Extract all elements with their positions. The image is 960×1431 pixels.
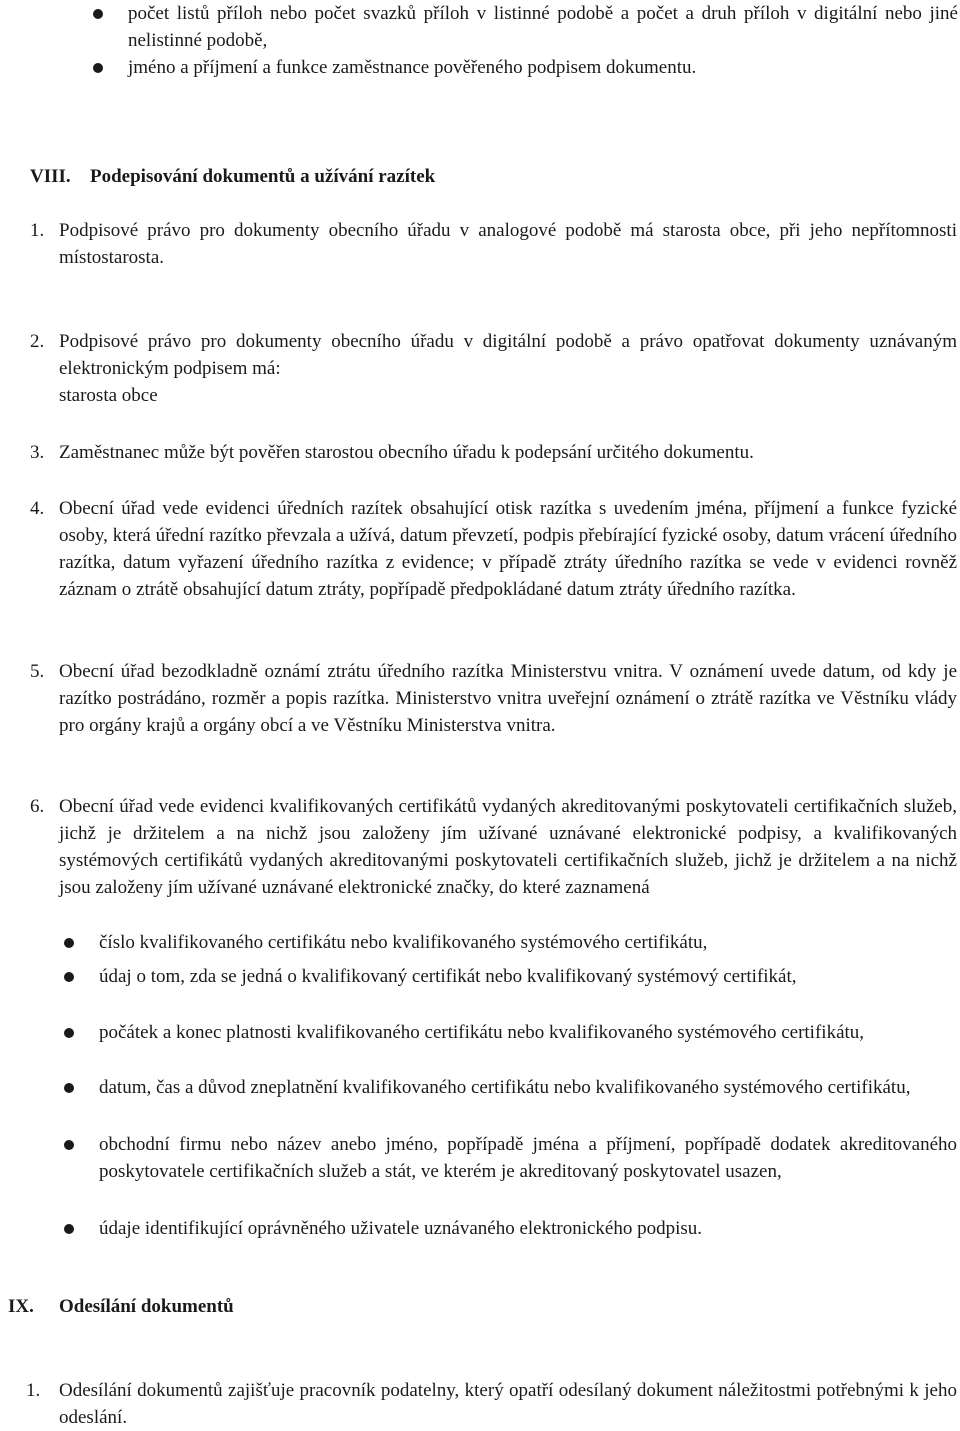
bullet-icon <box>64 1028 74 1038</box>
bullet-icon <box>64 938 74 948</box>
item-number: 5. <box>30 661 45 682</box>
section-9-title: Odesílání dokumentů <box>59 1296 234 1317</box>
paragraph-3: Zaměstnanec může být pověřen starostou obecního úřadu k podepsání určitého dokumentu. <box>59 442 754 463</box>
paragraph-4: Obecní úřad vede evidenci úředních razítek obsahující otisk razítka s uvedením jména, příjmení a funkce fyzické osoby, která úřední razítko převzala a užívá, datum převzetí, podpis přebírající fyzické osoby, datum vrácení úředního razítka, datum vyřazení úředního razítka z evidence; v případě ztráty úředního razítka se vede v evidenci rovněž záznam o ztrátě obsahující datum ztráty, popřípadě předpokládané datum ztráty úředního razítka. <box>59 498 957 600</box>
section-8-number: VIII. <box>30 166 71 187</box>
section-9-number: IX. <box>8 1296 34 1317</box>
item-number: 3. <box>30 442 45 463</box>
item6-bullet-2: údaj o tom, zda se jedná o kvalifikovaný certifikát nebo kvalifikovaný systémový certifikát, <box>99 966 797 987</box>
bullet-icon <box>64 1140 74 1150</box>
section-9-paragraph-1: Odesílání dokumentů zajišťuje pracovník podatelny, který opatří odesílaný dokument náležitostmi potřebnými k jeho odeslání. <box>59 1380 957 1428</box>
item6-bullet-6: údaje identifikující oprávněného uživatele uznávaného elektronického podpisu. <box>99 1218 703 1239</box>
item-number: 1. <box>26 1380 41 1401</box>
top-bullet-1: počet listů příloh nebo počet svazků příloh v listinné podobě a počet a druh příloh v digitální nebo jiné nelistinné podobě, <box>128 3 958 51</box>
bullet-icon <box>64 1224 74 1234</box>
paragraph-2-extra: starosta obce <box>59 385 158 406</box>
paragraph-5: Obecní úřad bezodkladně oznámí ztrátu úředního razítka Ministerstvu vnitra. V oznámení uvede datum, od kdy je razítko postrádáno, rozměr a popis razítka. Ministerstvo vnitra uveřejní oznámení o ztrátě razítka ve Věstníku vlády pro orgány krajů a orgány obcí a ve Věstníku Ministerstva vnitra. <box>59 661 957 736</box>
item-number: 4. <box>30 498 45 519</box>
bullet-icon <box>64 972 74 982</box>
item-number: 2. <box>30 331 45 352</box>
bullet-icon <box>64 1083 74 1093</box>
top-bullet-2: jméno a příjmení a funkce zaměstnance pověřeného podpisem dokumentu. <box>128 57 697 78</box>
paragraph-6: Obecní úřad vede evidenci kvalifikovaných certifikátů vydaných akreditovanými poskytovateli certifikačních služeb, jichž je držitelem a na nichž jsou založeny jím užívané uznávané elektronické podpisy, a kvalifikovaných systémových certifikátů vydaných akreditovanými poskytovateli certifikačních služeb, jichž je držitelem a na nichž jsou založeny jím užívané uznávané elektronické značky, do které zaznamená <box>59 796 957 898</box>
section-8-title: Podepisování dokumentů a užívání razítek <box>90 166 436 187</box>
bullet-icon <box>93 63 103 73</box>
item6-bullet-1: číslo kvalifikovaného certifikátu nebo kvalifikovaného systémového certifikátu, <box>99 932 708 953</box>
paragraph-2: Podpisové právo pro dokumenty obecního úřadu v digitální podobě a právo opatřovat dokumenty uznávaným elektronickým podpisem má: <box>59 331 957 379</box>
item-number: 6. <box>30 796 45 817</box>
item6-bullet-5: obchodní firmu nebo název anebo jméno, popřípadě jména a příjmení, popřípadě dodatek akreditovaného poskytovatele certifikačních služeb a stát, ve kterém je akreditovaný poskytovatel usazen, <box>99 1134 957 1182</box>
paragraph-1: Podpisové právo pro dokumenty obecního úřadu v analogové podobě má starosta obce, při jeho nepřítomnosti místostarosta. <box>59 220 957 268</box>
item6-bullet-4: datum, čas a důvod zneplatnění kvalifikovaného certifikátu nebo kvalifikovaného systémového certifikátu, <box>99 1077 911 1098</box>
item-number: 1. <box>30 220 45 241</box>
bullet-icon <box>93 9 103 19</box>
item6-bullet-3: počátek a konec platnosti kvalifikovaného certifikátu nebo kvalifikovaného systémového certifikátu, <box>99 1022 865 1043</box>
